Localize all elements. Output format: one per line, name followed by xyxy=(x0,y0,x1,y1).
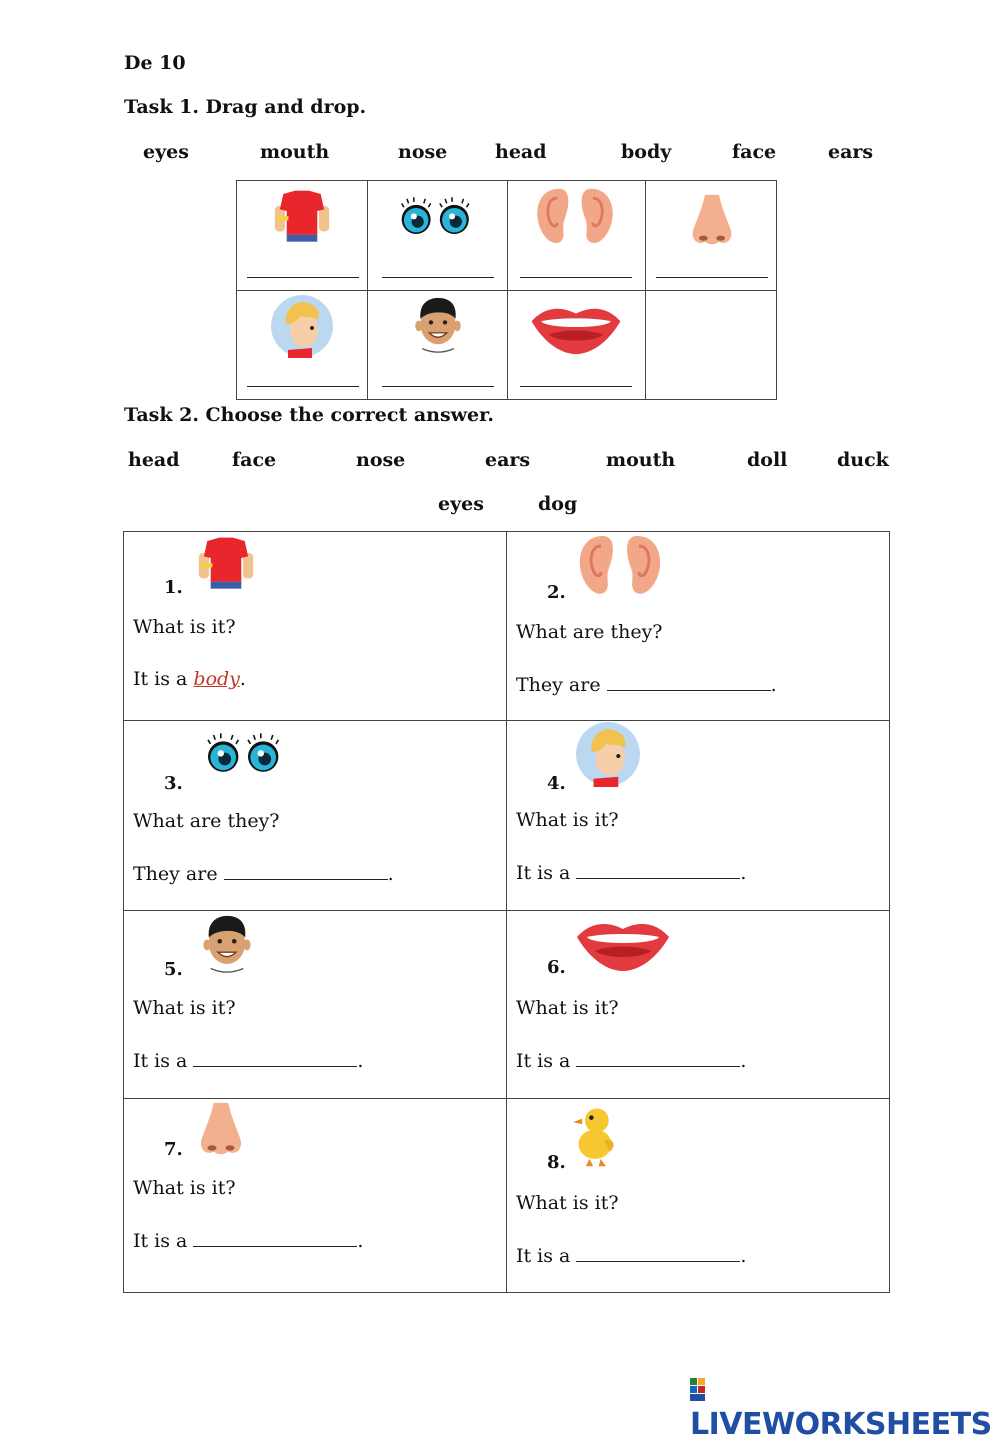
question-cell xyxy=(124,721,507,911)
eyes-icon xyxy=(196,731,292,775)
answer-line: They are . xyxy=(133,863,394,886)
question-text: What is it? xyxy=(133,616,236,638)
word-option: nose xyxy=(356,449,406,471)
body-icon xyxy=(268,186,336,248)
question-number: 2. xyxy=(547,582,566,603)
ears-icon xyxy=(575,532,665,598)
word-chip[interactable]: eyes xyxy=(143,141,189,163)
drop-target-5[interactable] xyxy=(247,386,359,387)
answer-line: They are . xyxy=(516,674,777,696)
drop-target-4[interactable] xyxy=(656,277,768,278)
question-number: 4. xyxy=(547,773,566,795)
drop-target-6[interactable] xyxy=(382,386,494,387)
question-text: What is it? xyxy=(133,997,236,1020)
word-chip[interactable]: head xyxy=(495,141,547,163)
question-number: 3. xyxy=(164,773,183,795)
face-icon xyxy=(410,292,466,358)
task2-grid xyxy=(123,531,890,1293)
answer-line: It is a . xyxy=(516,1244,747,1267)
liveworksheets-logo: LIVEWORKSHEETS xyxy=(690,1372,999,1442)
head-icon xyxy=(575,721,641,787)
answer-line: It is a . xyxy=(133,1229,364,1252)
word-option: duck xyxy=(837,449,889,471)
task1-grid xyxy=(236,180,777,400)
question-text: What is it? xyxy=(133,1176,236,1199)
question-text: What are they? xyxy=(133,810,280,833)
drop-cell[interactable] xyxy=(508,291,645,400)
question-cell xyxy=(507,1098,890,1292)
word-chip[interactable]: body xyxy=(621,141,672,163)
word-option: head xyxy=(128,449,180,471)
nose-icon xyxy=(686,192,738,248)
answer-input[interactable] xyxy=(576,1245,740,1262)
task1-heading: Task 1. Drag and drop. xyxy=(124,96,367,118)
answer-line: It is a . xyxy=(516,1050,747,1073)
eyes-icon xyxy=(390,195,482,237)
word-chip[interactable]: face xyxy=(732,141,777,163)
drop-cell[interactable] xyxy=(368,181,508,291)
question-number: 5. xyxy=(164,959,183,981)
head-icon xyxy=(270,294,334,358)
question-number: 8. xyxy=(547,1151,566,1173)
drop-target-7[interactable] xyxy=(520,386,632,387)
drop-target-2[interactable] xyxy=(382,277,494,278)
question-number: 6. xyxy=(547,957,566,979)
word-chip[interactable]: nose xyxy=(398,141,448,163)
question-text: What is it? xyxy=(516,809,619,832)
drop-cell[interactable] xyxy=(237,291,368,400)
page-title: De 10 xyxy=(124,52,186,74)
task2-heading: Task 2. Choose the correct answer. xyxy=(124,404,494,426)
word-option: eyes xyxy=(438,493,484,515)
question-text: What is it? xyxy=(516,997,619,1020)
word-chip[interactable]: mouth xyxy=(260,141,330,163)
question-text: What is it? xyxy=(516,1191,619,1214)
question-cell xyxy=(507,911,890,1098)
word-option: face xyxy=(232,449,277,471)
drop-target-3[interactable] xyxy=(520,277,632,278)
question-cell xyxy=(507,532,890,721)
word-option: doll xyxy=(747,449,788,471)
answer-input[interactable] xyxy=(193,1050,357,1067)
question-text: What are they? xyxy=(516,621,663,643)
drop-cell[interactable] xyxy=(237,181,368,291)
drop-cell[interactable] xyxy=(645,181,776,291)
answer-line: It is a . xyxy=(133,1050,364,1073)
drop-cell[interactable] xyxy=(508,181,645,291)
question-cell xyxy=(124,1098,507,1292)
question-number: 7. xyxy=(164,1138,183,1160)
word-chip[interactable]: ears xyxy=(828,141,874,163)
answer-line: It is a . xyxy=(516,862,747,885)
question-number: 1. xyxy=(164,577,183,598)
empty-cell xyxy=(645,291,776,400)
logo-icon xyxy=(690,1378,714,1402)
answer-input[interactable] xyxy=(193,1230,357,1247)
mouth-icon xyxy=(528,300,624,356)
nose-icon xyxy=(194,1101,248,1157)
question-cell xyxy=(124,532,507,721)
ears-icon xyxy=(530,185,620,247)
question-cell xyxy=(507,721,890,911)
question-cell xyxy=(124,911,507,1098)
answer-input[interactable] xyxy=(576,1050,740,1067)
drop-target-1[interactable] xyxy=(247,277,359,278)
word-option: dog xyxy=(538,493,578,515)
drop-cell[interactable] xyxy=(368,291,508,400)
word-option: mouth xyxy=(606,449,676,471)
mouth-icon xyxy=(575,915,671,973)
duck-icon xyxy=(573,1101,617,1171)
answer-input[interactable] xyxy=(224,863,388,880)
answer-input[interactable] xyxy=(607,674,771,691)
answer-line: It is a body. xyxy=(133,668,246,690)
answer-input[interactable] xyxy=(576,862,740,879)
word-option: ears xyxy=(485,449,531,471)
body-icon xyxy=(192,534,260,594)
face-icon xyxy=(198,911,256,977)
answer-input[interactable]: body xyxy=(193,668,240,690)
